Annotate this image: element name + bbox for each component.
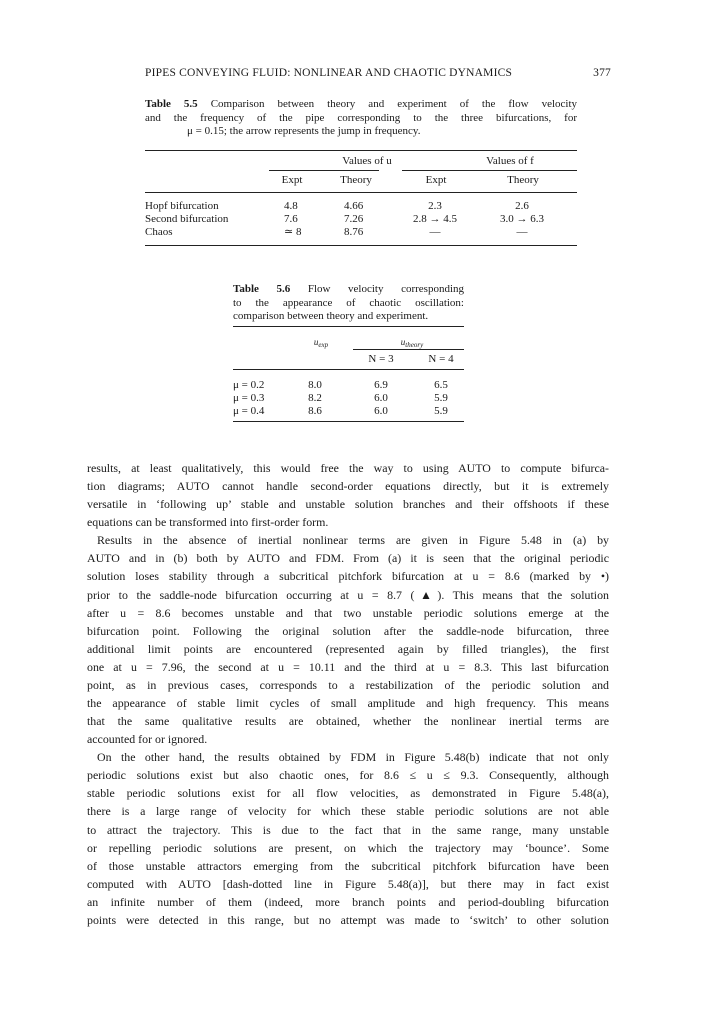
- cell-f-theory: —: [516, 226, 528, 238]
- table-top-rule: [233, 326, 464, 327]
- body-line: periodic solutions exist but also chaotic ones, for 8.6 ≤ u ≤ 9.3. Consequently, although: [87, 768, 609, 783]
- body-line: or repelling periodic solutions are present, on which the trajectory may ‘bounce’. Some: [87, 840, 609, 855]
- caption-line: Flow velocity corresponding: [307, 283, 464, 295]
- cell-u-theory: 4.66: [344, 200, 364, 212]
- body-line: On the other hand, the results obtained by FDM in Figure 5.48(b) indicate that not only: [97, 750, 609, 765]
- cell-u-exp: 8.2: [308, 392, 322, 404]
- body-line: additional limit points are encountered (represented again by filled triangles), the first: [87, 641, 609, 656]
- cell-f-expt: 2.8 → 4.5: [413, 213, 457, 225]
- cell-u-expt: ≃ 8: [284, 226, 302, 238]
- body-line: results, at least qualitatively, this would free the way to using AUTO to compute bifurca-: [87, 461, 609, 475]
- subheader-u-expt: Expt: [281, 174, 303, 186]
- body-line: after u = 8.6 becomes unstable and that two unstable periodic solutions emerge at the: [87, 605, 609, 620]
- group-rule-theory: [353, 349, 464, 350]
- body-line: an infinite number of them (indeed, more branch points and period-doubling bifurcation: [87, 894, 609, 909]
- table-5-5: [145, 150, 577, 250]
- body-line: versatile in ‘following up’ stable and unstable solution branches and their offshoots if these: [87, 497, 609, 512]
- caption-line: to the appearance of chaotic oscillation:: [233, 296, 464, 309]
- cell-u-exp: 8.0: [308, 379, 322, 391]
- row-mu: μ = 0.4: [233, 405, 265, 417]
- cell-n3: 6.9: [374, 379, 388, 391]
- body-line: point, as in previous cases, corresponds to a restabilization of the periodic solution and: [87, 677, 609, 692]
- body-line: that the same qualitative results are obtained, whether the nonlinear inertial terms are: [87, 714, 609, 729]
- table-5-5-caption: [145, 98, 577, 139]
- row-label: Hopf bifurcation: [145, 200, 219, 212]
- page-number: 377: [593, 67, 611, 79]
- header-rule: [145, 192, 577, 193]
- body-line: there is a large range of velocity for which these stable periodic solutions are not able: [87, 804, 609, 819]
- body-line: to attract the trajectory. This is due to the fact that in the same range, many unstable: [87, 822, 609, 837]
- body-text: [87, 459, 609, 929]
- cell-f-expt: 2.3: [428, 200, 442, 212]
- table-bottom-rule: [145, 245, 577, 246]
- cell-f-expt: —: [429, 226, 441, 238]
- group-rule-u: [269, 170, 379, 171]
- table-5-6-label: Table 5.6: [233, 283, 291, 295]
- header-u-theory: $u_{theory}$: [400, 337, 424, 349]
- cell-u-theory: 8.76: [344, 226, 364, 238]
- group-rule-f: [402, 170, 577, 171]
- body-line: the appearance of stable limit cycles of small amplitude and high frequency. This means: [87, 696, 609, 711]
- body-line: bifurcation point. Following the original solution after the saddle-node bifurcation, three: [87, 623, 609, 638]
- body-line: tion diagrams; AUTO cannot handle second-order equations directly, but it is extremely: [87, 479, 609, 494]
- cell-n4: 5.9: [434, 405, 448, 417]
- row-label: Second bifurcation: [145, 213, 229, 225]
- cell-n4: 6.5: [434, 379, 448, 391]
- body-line: points were detected in this range, but no attempt was made to ‘switch’ to other solution: [87, 912, 609, 927]
- body-line: AUTO and in (b) both by AUTO and FDM. From (a) it is seen that the original periodic: [87, 551, 609, 566]
- body-line: one at u = 7.96, the second at u = 10.11 and the third at u = 8.3. This last bifurcation: [87, 659, 609, 674]
- group-header-f: Values of f: [486, 155, 534, 167]
- header-rule: [233, 369, 464, 370]
- table-bottom-rule: [233, 421, 464, 422]
- body-line: stable periodic solutions exist for all flow velocities, as demonstrated in Figure 5.48(a),: [87, 786, 609, 801]
- table-top-rule: [145, 150, 577, 151]
- body-line: equations can be transformed into first-order form.: [87, 515, 329, 530]
- subheader-f-theory: Theory: [507, 174, 539, 186]
- subheader-n3: N = 3: [368, 353, 394, 365]
- cell-n3: 6.0: [374, 405, 388, 417]
- body-line: prior to the saddle-node bifurcation occurring at u = 8.7 (▲). This means that the solution: [87, 587, 609, 602]
- cell-u-expt: 4.8: [284, 200, 298, 212]
- body-line: Results in the absence of inertial nonlinear terms are given in Figure 5.48 in (a) by: [97, 533, 609, 548]
- body-line: of those unstable attractors emerging from the subcritical pitchfork bifurcation have been: [87, 858, 609, 873]
- body-line: computed with AUTO [dash-dotted line in Figure 5.48(a)], but there may in fact exist: [87, 876, 609, 891]
- subheader-f-expt: Expt: [425, 174, 447, 186]
- cell-f-theory: 3.0 → 6.3: [500, 213, 544, 225]
- table-5-5-label: Table 5.5: [145, 98, 198, 110]
- cell-u-exp: 8.6: [308, 405, 322, 417]
- cell-u-theory: 7.26: [344, 213, 364, 225]
- row-mu: μ = 0.3: [233, 392, 265, 404]
- header-u-exp: $u_{exp}$: [313, 337, 329, 349]
- subheader-u-theory: Theory: [340, 174, 372, 186]
- subheader-n4: N = 4: [428, 353, 454, 365]
- caption-line: Comparison between theory and experiment of the flow velocity: [210, 98, 577, 110]
- group-header-u: Values of u: [342, 155, 392, 167]
- body-line: accounted for or ignored.: [87, 732, 208, 747]
- running-head-title: PIPES CONVEYING FLUID: NONLINEAR AND CHAOTIC DYNAMICS: [145, 67, 513, 79]
- caption-line: comparison between theory and experiment.: [233, 310, 429, 323]
- cell-f-theory: 2.6: [515, 200, 529, 212]
- table-5-6: [233, 326, 464, 426]
- body-line: solution loses stability through a subcritical pitchfork bifurcation at u = 8.6 (marked by •): [87, 569, 609, 584]
- row-label: Chaos: [145, 226, 173, 238]
- cell-n3: 6.0: [374, 392, 388, 404]
- table-5-6-caption: [233, 283, 464, 324]
- caption-line: μ = 0.15; the arrow represents the jump in frequency.: [187, 125, 421, 138]
- caption-line: and the frequency of the pipe corresponding to the three bifurcations, for: [145, 111, 577, 124]
- cell-n4: 5.9: [434, 392, 448, 404]
- cell-u-expt: 7.6: [284, 213, 298, 225]
- row-mu: μ = 0.2: [233, 379, 265, 391]
